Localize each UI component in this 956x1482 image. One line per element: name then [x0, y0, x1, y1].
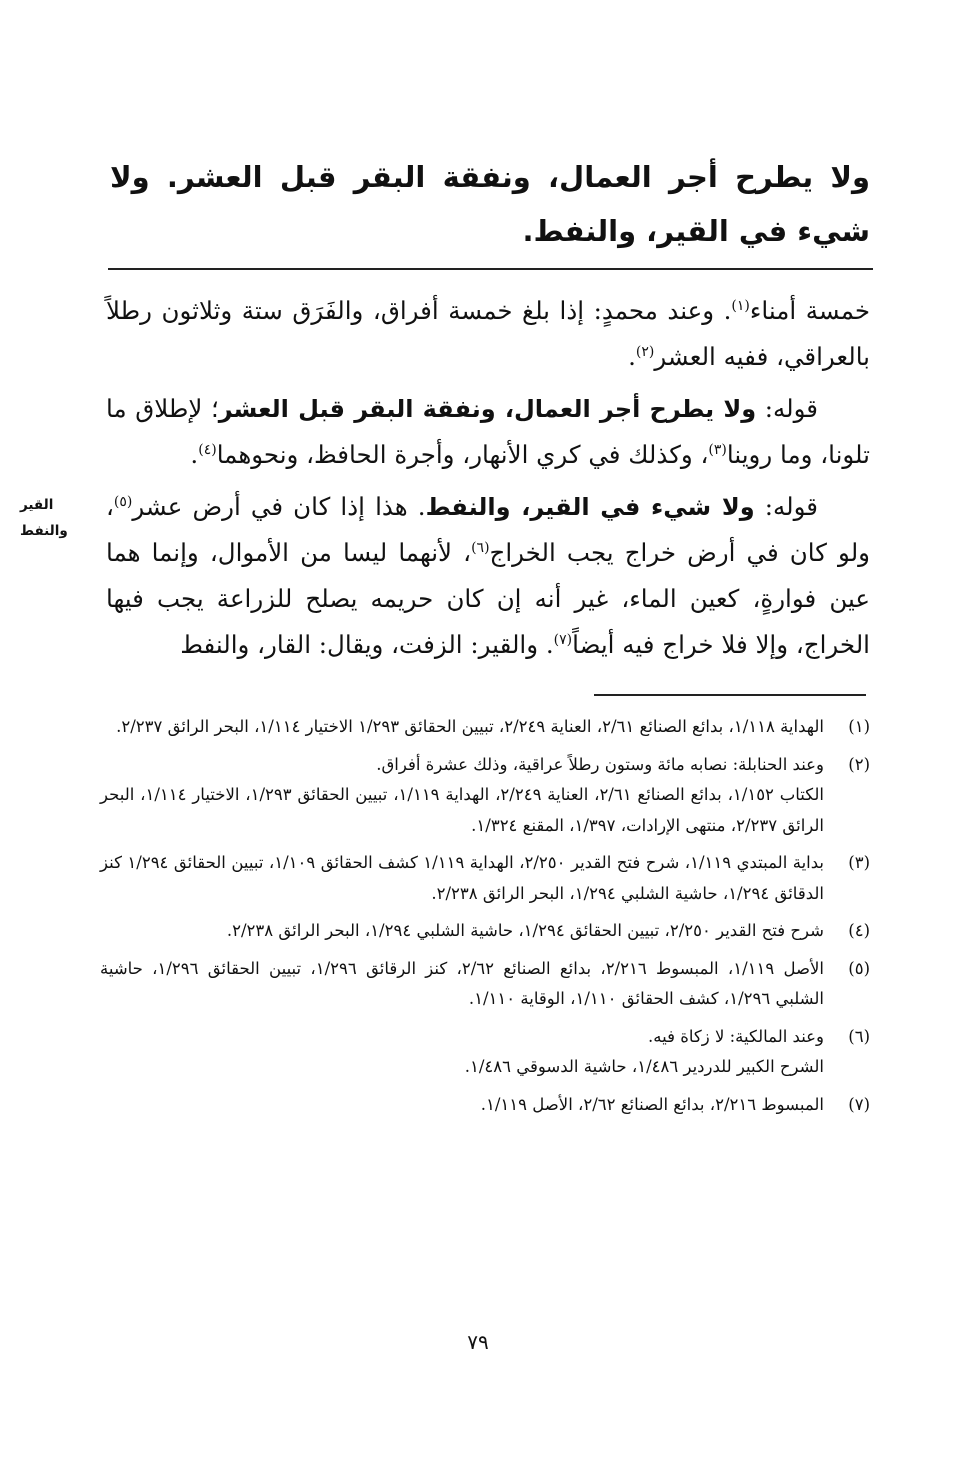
footnote-ref[interactable]: (٣)	[708, 441, 727, 458]
footnote-text: شرح فتح القدير ٢/٢٥٠، تبيين الحقائق ١/٢٩٤، حاشية الشلبي ١/٢٩٤، البحر الرائق ٢/٢٣٨.	[226, 921, 824, 940]
footnote-text: الشرح الكبير للدردير ١/٤٨٦، حاشية الدسوقي ١/٤٨٦.	[464, 1057, 824, 1076]
footnote-number: (٤)	[848, 921, 870, 940]
quoted-matn: ولا يطرح أجر العمال، ونفقة البقر قبل العشر	[218, 395, 757, 423]
footnote-text: بداية المبتدي ١/١١٩، شرح فتح القدير ٢/٢٥٠، الهداية ١/١١٩ كشف الحقائق ١/١٠٩، تبيين الحقائق ١/٢٩٤ كنز الدقائق ١/٢٩٤، حاشية الشلبي ١/٢٩٤، البحر الرائق ٢/٢٣٨.	[100, 853, 825, 903]
commentary	[106, 288, 870, 674]
text-run: .	[190, 440, 199, 469]
footnote	[100, 750, 870, 842]
footnote	[100, 916, 870, 947]
commentary-paragraph-3	[106, 484, 870, 668]
footnote-number: (٣)	[848, 853, 870, 872]
text-run: .	[628, 342, 636, 371]
text-run: . وعند محمدٍ: إذا بلغ خمسة أفراق، والفَرَق ستة وثلاثون رطلاً بالعراقي، ففيه العشر	[106, 296, 870, 371]
text-run: . هذا إذا كان في أرض عشر	[132, 492, 426, 521]
footnote-ref[interactable]: (١)	[731, 297, 750, 314]
footnote-divider	[594, 694, 866, 696]
footnote-text: الكتاب ١/١٥٢، بدائع الصنائع ٢/٦١، العناية ٢/٢٤٩، الهداية ١/١١٩، تبيين الحقائق ١/٢٩٣، الاختيار ١/١١٤، البحر الرائق ٢/٢٣٧، منتهى الإرادات، ١/٣٩٧، المقنع ١/٣٢٤.	[100, 785, 825, 835]
footnote-text: المبسوط ٢/٢١٦، بدائع الصنائع ٢/٦٢، الأصل ١/١١٩.	[480, 1094, 824, 1114]
text-run: قوله:	[756, 394, 818, 423]
footnotes	[100, 712, 870, 1127]
footnote-ref[interactable]: (٦)	[471, 539, 490, 556]
footnote-number: (٥)	[848, 958, 870, 978]
footnote-ref[interactable]: (٢)	[635, 343, 655, 360]
footnote-text: الأصل ١/١١٩، المبسوط ٢/٢١٦، بدائع الصنائع ٢/٦٢، كنز الرقائق ١/٢٩٦، تبيين الحقائق ١/٢٩٦، حاشية الشلبي ١/٢٩٦، كشف الحقائق ١/١١٠، الوقاية ١/١١٠.	[100, 958, 825, 1008]
footnote	[100, 848, 870, 909]
matn-divider	[108, 268, 873, 270]
footnote-ref[interactable]: (٥)	[113, 493, 133, 510]
footnote-ref[interactable]: (٧)	[553, 631, 573, 648]
commentary-paragraph-2	[106, 386, 870, 478]
text-run: . والقير: الزفت، ويقال: القار، والنفط	[180, 630, 554, 659]
text-run: ، ولو كان في أرض خراج يجب الخراج	[106, 492, 870, 567]
footnote-number: (١)	[848, 717, 870, 736]
footnote	[100, 954, 870, 1015]
footnote	[100, 1022, 870, 1083]
footnote-text: وعند الحنابلة: نصابه مائة وستون رطلاً عراقية، وذلك عشرة أفراق.	[376, 754, 824, 774]
margin-heading	[20, 492, 88, 544]
footnote-text: الهداية ١/١١٨، بدائع الصنائع ٢/٦١، العناية ٢/٢٤٩، تبيين الحقائق ١/٢٩٣ الاختيار ١/١١٤، البحر الرائق ٢/٢٣٧.	[116, 717, 824, 736]
page-number: ٧٩	[467, 1330, 489, 1354]
footnote	[100, 712, 870, 743]
commentary-paragraph-1	[106, 288, 870, 380]
quoted-matn: ولا شيء في القير، والنفط	[425, 493, 755, 521]
footnote-text: وعند المالكية: لا زكاة فيه.	[648, 1026, 824, 1046]
footnote-ref[interactable]: (٤)	[198, 441, 217, 458]
matn-text: ولا يطرح أجر العمال، ونفقة البقر قبل العشر. ولا شيء في القير، والنفط.	[110, 160, 870, 248]
footnote-number: (٢)	[848, 754, 870, 774]
margin-heading-line: القير	[20, 497, 54, 513]
text-run: ، وكذلك في كري الأنهار، وأجرة الحافظ، ونحوهما	[216, 440, 709, 469]
margin-heading-line: والنفط	[20, 523, 68, 539]
footnote-number: (٧)	[848, 1094, 870, 1114]
text-run: قوله:	[754, 492, 818, 521]
text-run: ، لأنهما ليسا من الأموال، وإنما هما عين فوارةٍ، كعين الماء، غير أنه إن كان حريمه يصلح للزراعة يجب فيها الخراج، وإلا فلا خراج فيه أيضاً	[106, 538, 870, 659]
text-run: خمسة أمناء	[749, 296, 871, 325]
text-run: ؛ لإطلاق ما تلونا، وما روينا	[106, 394, 870, 469]
footnote	[100, 1090, 870, 1121]
footnote-number: (٦)	[848, 1026, 870, 1046]
